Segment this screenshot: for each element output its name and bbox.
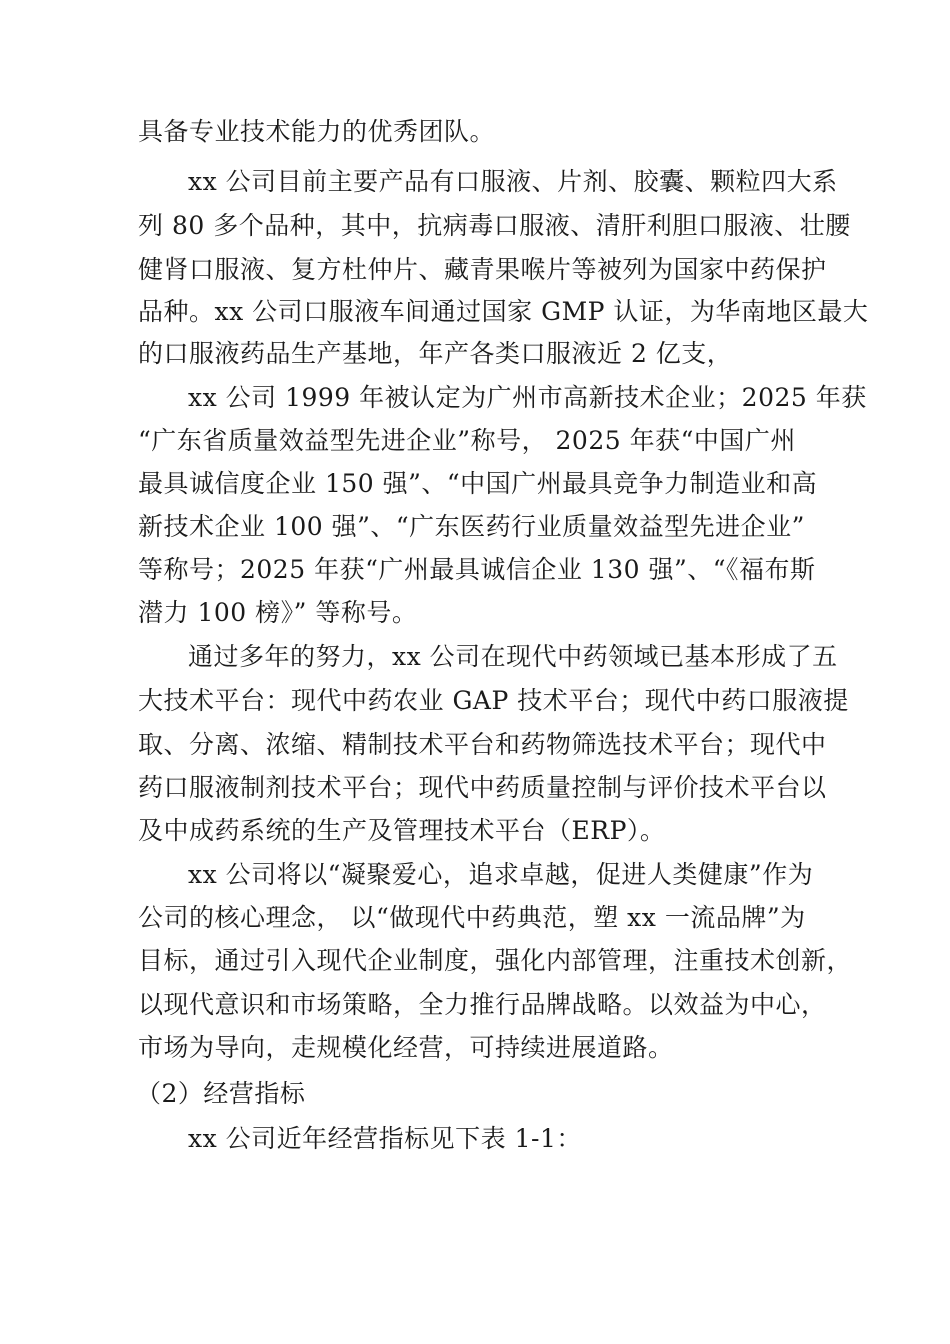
paragraph-line: xx 公司目前主要产品有口服液、片剂、胶囊、颗粒四大系 — [188, 167, 838, 196]
paragraph-line: 及中成药系统的生产及管理技术平台（ERP）。 — [138, 816, 666, 845]
paragraph-line: 药口服液制剂技术平台；现代中药质量控制与评价技术平台以 — [138, 773, 827, 802]
paragraph-line: xx 公司 1999 年被认定为广州市高新技术企业；2025 年获 — [188, 383, 867, 412]
paragraph-line: 新技术企业 100 强”、“广东医药行业质量效益型先进企业” — [138, 512, 805, 541]
paragraph-line: xx 公司近年经营指标见下表 1-1： — [188, 1124, 582, 1153]
paragraph-line: 的口服液药品生产基地，年产各类口服液近 2 亿支， — [138, 339, 733, 368]
paragraph-line: 取、分离、浓缩、精制技术平台和药物筛选技术平台；现代中 — [138, 730, 827, 759]
paragraph-line: 目标，通过引入现代企业制度，强化内部管理，注重技术创新， — [138, 946, 853, 975]
paragraph-line: 品种。xx 公司口服液车间通过国家 GMP 认证，为华南地区最大 — [138, 297, 869, 326]
paragraph-line: 最具诚信度企业 150 强”、“中国广州最具竞争力制造业和高 — [138, 469, 818, 498]
paragraph-line: xx 公司将以“凝聚爱心，追求卓越，促进人类健康”作为 — [188, 860, 814, 889]
paragraph-line: 通过多年的努力，xx 公司在现代中药领域已基本形成了五 — [188, 642, 838, 671]
paragraph-line: 具备专业技术能力的优秀团队。 — [138, 117, 496, 146]
paragraph-line: 潜力 100 榜》” 等称号。 — [138, 598, 418, 627]
paragraph-line: 以现代意识和市场策略，全力推行品牌战略。以效益为中心， — [138, 990, 827, 1019]
paragraph-line: 等称号；2025 年获“广州最具诚信企业 130 强”、“《福布斯 — [138, 555, 816, 584]
paragraph-line: 健肾口服液、复方杜仲片、藏青果喉片等被列为国家中药保护 — [138, 255, 827, 284]
paragraph-line: “广东省质量效益型先进企业”称号， 2025 年获“中国广州 — [138, 426, 796, 455]
paragraph-line: 大技术平台：现代中药农业 GAP 技术平台；现代中药口服液提 — [138, 686, 849, 715]
section-heading: （2）经营指标 — [136, 1079, 306, 1108]
paragraph-line: 市场为导向，走规模化经营，可持续进展道路。 — [138, 1033, 674, 1062]
paragraph-line: 列 80 多个品种，其中，抗病毒口服液、清肝利胆口服液、壮腰 — [138, 211, 851, 240]
paragraph-line: 公司的核心理念， 以“做现代中药典范，塑 xx 一流品牌”为 — [138, 903, 806, 932]
